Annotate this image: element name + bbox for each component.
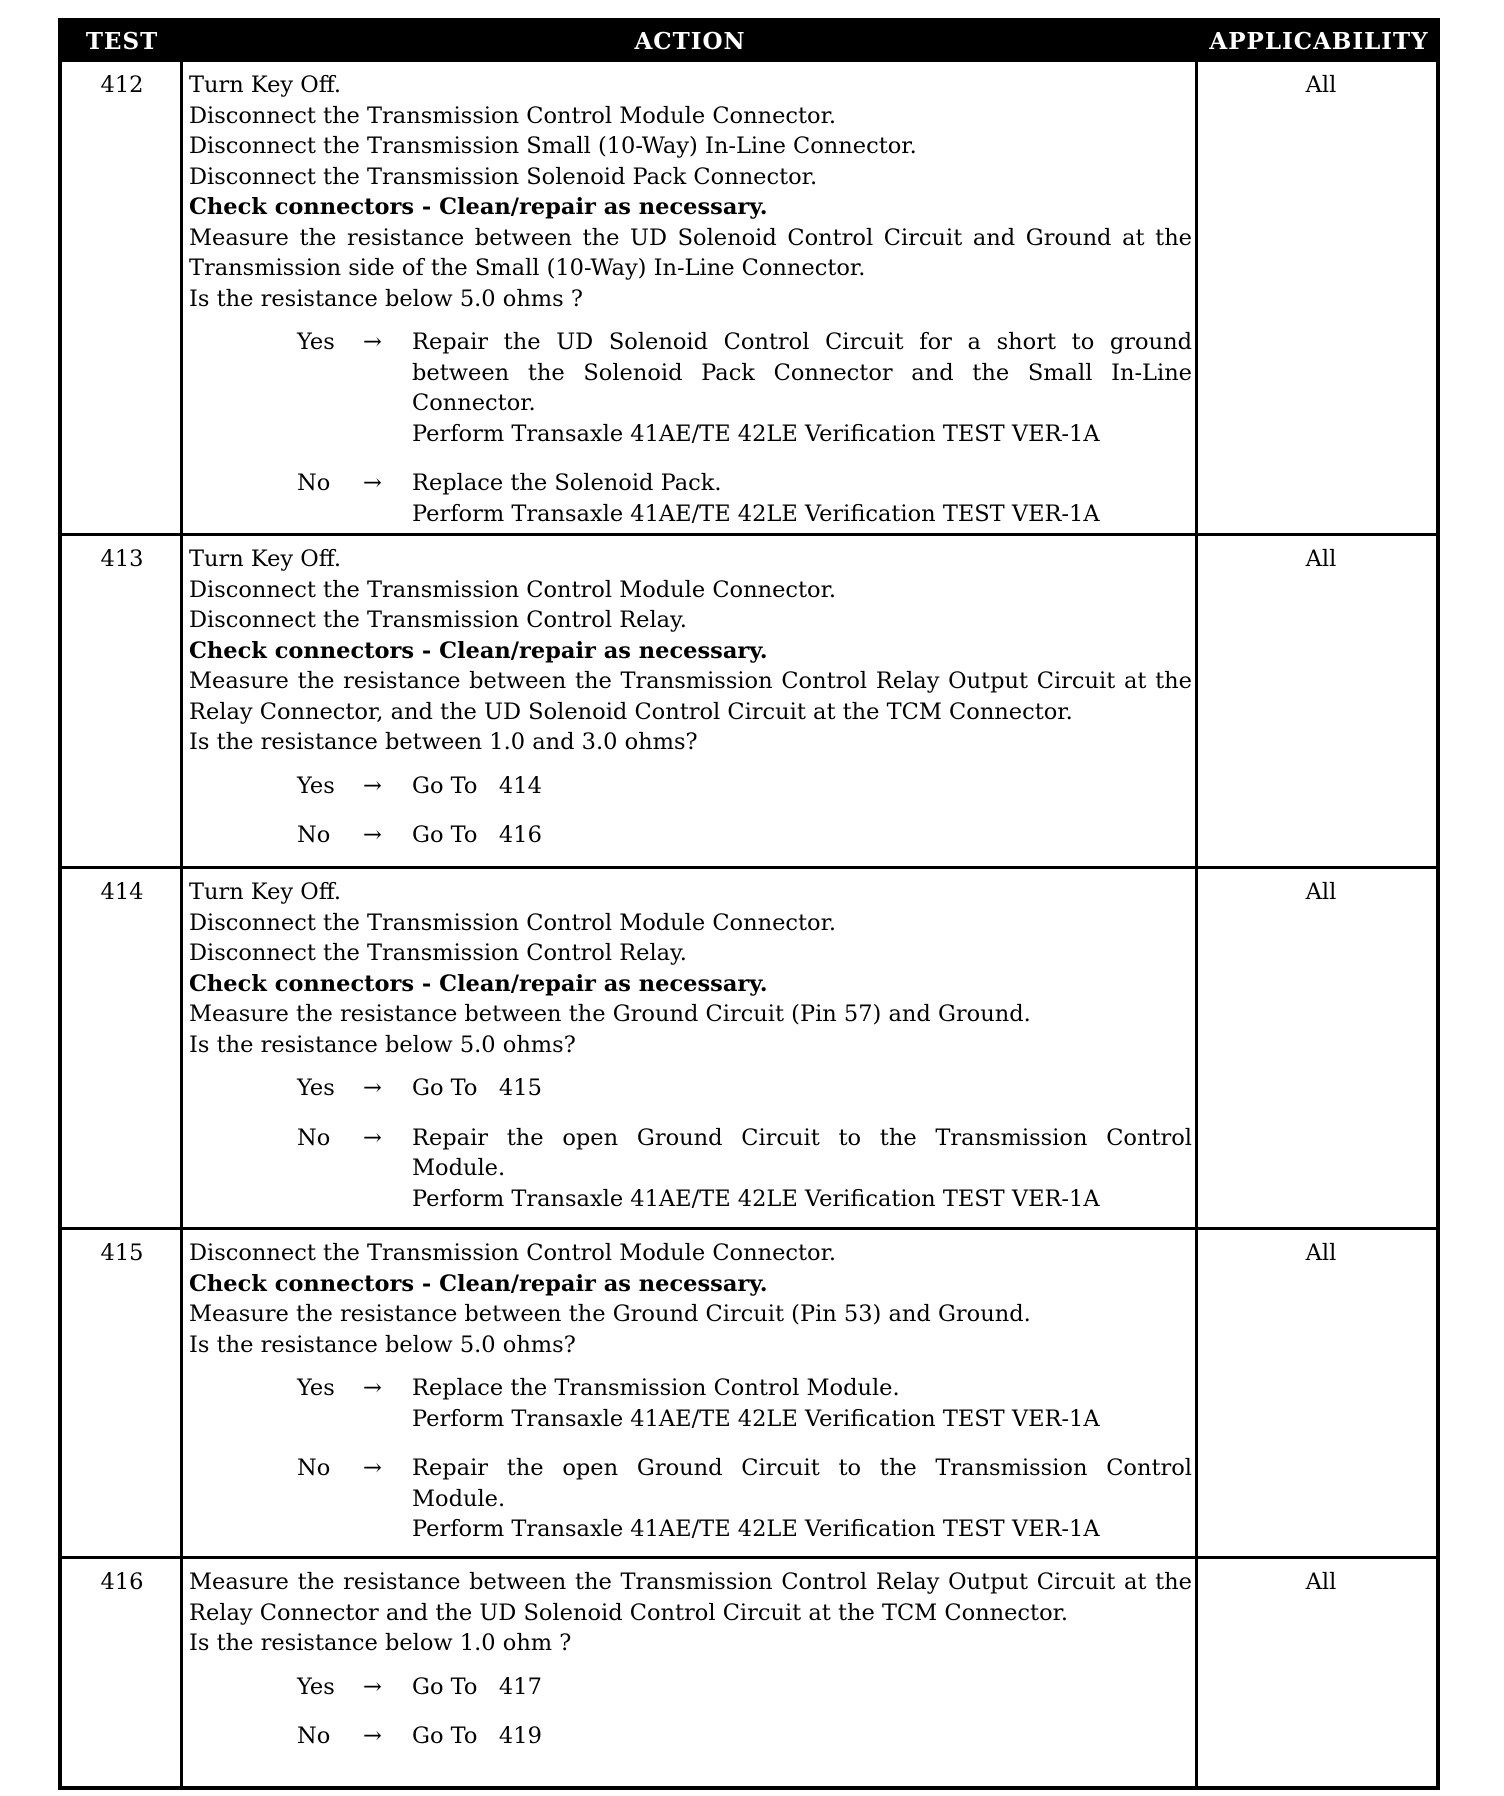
step-text: Disconnect the Transmission Control Module Connector.: [189, 102, 837, 129]
no-branch: [189, 468, 1192, 529]
no-result: [412, 820, 1192, 851]
result-action-text: Go To 419: [412, 1723, 542, 1749]
question-text: Is the resistance below 5.0 ohms?: [189, 1031, 576, 1058]
test-number: 414: [100, 879, 144, 905]
yes-result: [412, 771, 1192, 802]
check-connectors-text: Check connectors - Clean/repair as necessary.: [189, 970, 768, 997]
step-text: Disconnect the Transmission Solenoid Pack Connector.: [189, 163, 818, 190]
action-cell: [189, 70, 1192, 529]
no-result: [412, 1453, 1192, 1545]
applicability: All: [1305, 1240, 1337, 1266]
no-label: No: [297, 1723, 331, 1749]
arrow-icon: →: [363, 1673, 382, 1700]
arrow-icon: →: [363, 1455, 382, 1481]
test-number: 415: [100, 1240, 144, 1266]
no-branch: [189, 1453, 1192, 1545]
action-cell: [189, 544, 1192, 851]
result-action-text: Repair the open Ground Circuit to the Transmission Control Module.: [412, 1455, 1192, 1512]
applicability: All: [1305, 879, 1337, 905]
table-row: [62, 1556, 1436, 1790]
header-action: ACTION: [634, 28, 746, 55]
measure-text: Measure the resistance between the Transmission Control Relay Output Circuit at the Relay Connector, and the UD Solenoid Control Circuit at the TCM Connector.: [189, 668, 1192, 725]
step-text: Disconnect the Transmission Control Relay.: [189, 940, 687, 966]
check-connectors-text: Check connectors - Clean/repair as necessary.: [189, 194, 768, 220]
question-text: Is the resistance below 5.0 ohms ?: [189, 285, 583, 312]
table-header: [62, 22, 1436, 62]
verification-text: Perform Transaxle 41AE/TE 42LE Verification TEST VER-1A: [412, 1516, 1100, 1542]
header-applicability: APPLICABILITY: [1209, 28, 1429, 55]
yes-label: Yes: [297, 1673, 335, 1700]
step-text: Disconnect the Transmission Control Module Connector.: [189, 576, 837, 603]
test-number: 413: [100, 546, 144, 572]
arrow-icon: →: [363, 822, 382, 848]
table-row: [62, 1227, 1436, 1556]
measure-text: Measure the resistance between the UD Solenoid Control Circuit and Ground at the Transmission side of the Small (10-Way) In-Line Connector.: [189, 224, 1192, 281]
result-action-text: Replace the Transmission Control Module.: [412, 1375, 900, 1401]
arrow-icon: →: [363, 329, 382, 355]
step-text: Turn Key Off.: [189, 546, 342, 572]
result-action-text: Replace the Solenoid Pack.: [412, 470, 722, 496]
no-branch: [189, 1721, 1192, 1752]
no-branch: [189, 820, 1192, 851]
yes-label: Yes: [297, 1075, 335, 1101]
no-label: No: [297, 470, 331, 496]
arrow-icon: →: [363, 1723, 382, 1749]
check-connectors-text: Check connectors - Clean/repair as necessary.: [189, 637, 768, 664]
arrow-icon: →: [363, 470, 382, 496]
yes-branch: [189, 1672, 1192, 1703]
no-label: No: [297, 1455, 331, 1481]
result-action-text: Go To 414: [412, 772, 542, 799]
step-text: Disconnect the Transmission Control Module Connector.: [189, 909, 837, 936]
table-row: [62, 62, 1436, 533]
measure-text: Measure the resistance between the Ground Circuit (Pin 53) and Ground.: [189, 1301, 1031, 1327]
yes-branch: [189, 771, 1192, 802]
action-cell: [189, 877, 1192, 1214]
verification-text: Perform Transaxle 41AE/TE 42LE Verification TEST VER-1A: [412, 420, 1100, 447]
step-text: Turn Key Off.: [189, 879, 342, 905]
action-cell: [189, 1238, 1192, 1545]
step-text: Disconnect the Transmission Control Relay.: [189, 607, 687, 633]
yes-result: [412, 327, 1192, 449]
step-text: Turn Key Off.: [189, 72, 342, 98]
step-text: Disconnect the Transmission Small (10-Way) In-Line Connector.: [189, 133, 917, 159]
yes-result: [412, 1373, 1192, 1434]
no-label: No: [297, 822, 331, 848]
result-action-text: Repair the UD Solenoid Control Circuit for a short to ground between the Solenoid Pack Connector and the Small In-Line Connector.: [412, 329, 1192, 416]
question-text: Is the resistance below 5.0 ohms?: [189, 1331, 576, 1358]
check-connectors-text: Check connectors - Clean/repair as necessary.: [189, 1270, 768, 1297]
table-row: [62, 866, 1436, 1227]
question-text: Is the resistance between 1.0 and 3.0 ohms?: [189, 729, 698, 755]
header-test: TEST: [85, 28, 159, 55]
verification-text: Perform Transaxle 41AE/TE 42LE Verification TEST VER-1A: [412, 1405, 1100, 1432]
yes-branch: [189, 1073, 1192, 1104]
result-action-text: Repair the open Ground Circuit to the Transmission Control Module.: [412, 1124, 1192, 1181]
step-text: Disconnect the Transmission Control Module Connector.: [189, 1240, 837, 1266]
arrow-icon: →: [363, 1124, 382, 1151]
action-cell: [189, 1567, 1192, 1752]
test-number: 412: [100, 72, 144, 98]
no-result: [412, 1721, 1192, 1752]
yes-result: [412, 1073, 1192, 1104]
question-text: Is the resistance below 1.0 ohm ?: [189, 1630, 572, 1656]
arrow-icon: →: [363, 772, 382, 799]
test-number: 416: [100, 1569, 144, 1595]
result-action-text: Go To 416: [412, 822, 542, 848]
verification-text: Perform Transaxle 41AE/TE 42LE Verification TEST VER-1A: [412, 500, 1100, 527]
result-action-text: Go To 417: [412, 1673, 542, 1700]
no-branch: [189, 1123, 1192, 1215]
verification-text: Perform Transaxle 41AE/TE 42LE Verification TEST VER-1A: [412, 1185, 1100, 1212]
applicability: All: [1305, 72, 1337, 98]
measure-text: Measure the resistance between the Ground Circuit (Pin 57) and Ground.: [189, 1001, 1031, 1027]
arrow-icon: →: [363, 1375, 382, 1401]
measure-text: Measure the resistance between the Transmission Control Relay Output Circuit at the Relay Connector and the UD Solenoid Control Circuit at the TCM Connector.: [189, 1569, 1192, 1626]
arrow-icon: →: [363, 1075, 382, 1101]
yes-branch: [189, 1373, 1192, 1434]
table-row: [62, 533, 1436, 866]
result-action-text: Go To 415: [412, 1075, 542, 1101]
no-label: No: [297, 1124, 331, 1151]
applicability: All: [1305, 1569, 1337, 1595]
yes-result: [412, 1672, 1192, 1703]
yes-label: Yes: [297, 329, 335, 355]
yes-branch: [189, 327, 1192, 449]
yes-label: Yes: [297, 1375, 335, 1401]
yes-label: Yes: [297, 772, 335, 799]
no-result: [412, 1123, 1192, 1215]
applicability: All: [1305, 546, 1337, 572]
procedure-table: [58, 18, 1440, 1790]
no-result: [412, 468, 1192, 529]
